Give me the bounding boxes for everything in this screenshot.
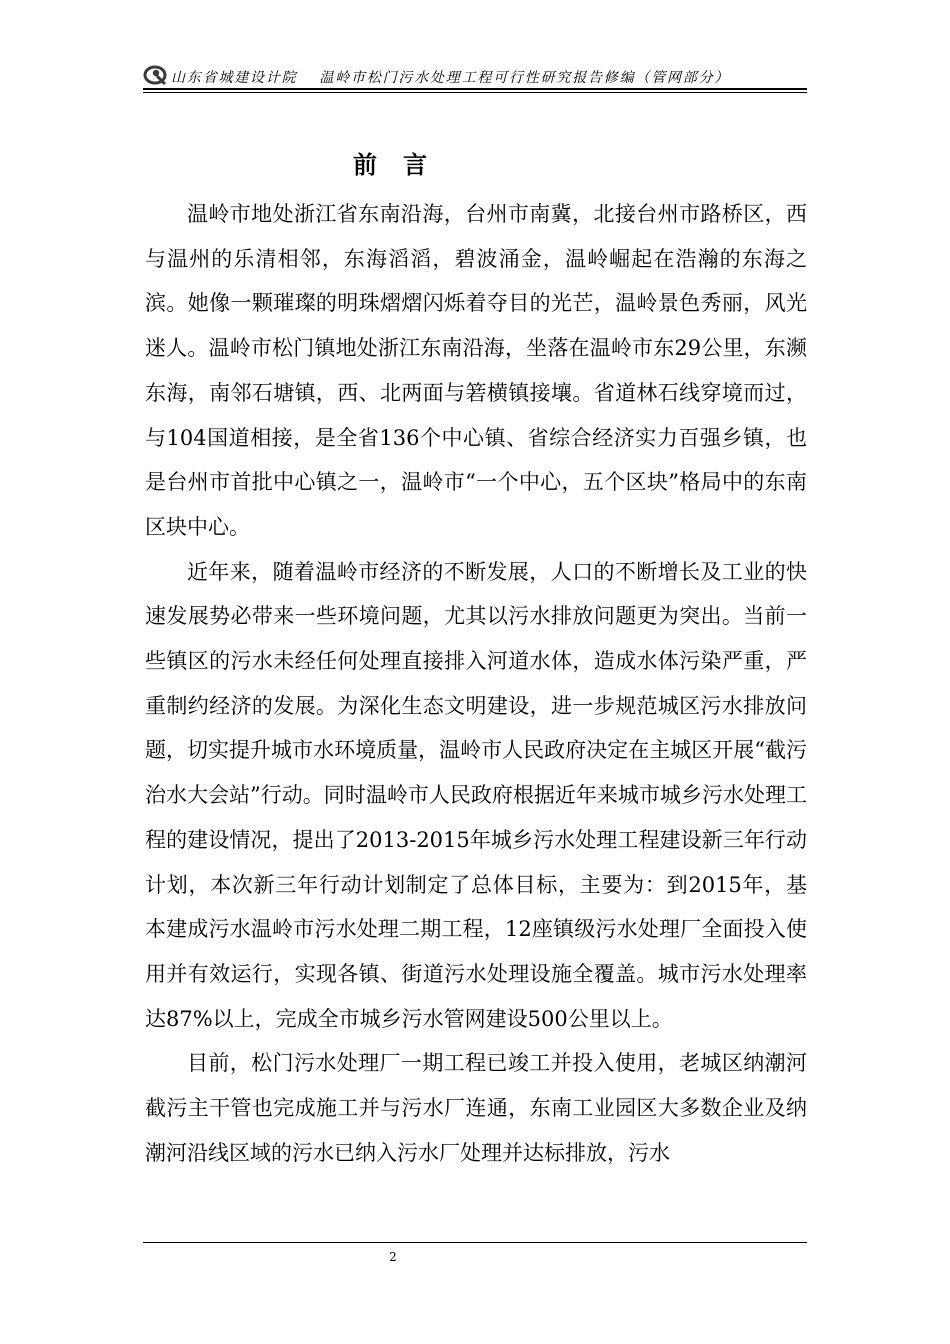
paragraph: 目前，松门污水处理厂一期工程已竣工并投入使用，老城区纳潮河截污主干管也完成施工并与污水厂连通，东南工业园区大多数企业及纳潮河沿线区域的污水已纳入污水厂处理并达标排放，污水 bbox=[145, 1051, 807, 1165]
page-number: 2 bbox=[389, 1250, 397, 1264]
header-rule-thin bbox=[143, 92, 807, 93]
header-text bbox=[171, 67, 730, 87]
page-header bbox=[143, 62, 807, 90]
header-org-name: 山东省城建设计院 bbox=[171, 70, 298, 86]
paragraph: 温岭市地处浙江省东南沿海，台州市南冀，北接台州市路桥区，西与温州的乐清相邻，东海滔滔，碧波涌金，温岭崛起在浩瀚的东海之滨。她像一颗璀璨的明珠熠熠闪烁着夺目的光芒，温岭景色秀丽，风光迷人。温岭市松门镇地处浙江东南沿海，坐落在温岭市东29公里，东濒东海，南邻石塘镇，西、北两面与箬横镇接壤。省道林石线穿境而过，与104国道相接，是全省136个中心镇、省综合经济实力百强乡镇，也是台州市首批中心镇之一，温岭市“一个中心，五个区块”格局中的东南区块中心。 bbox=[145, 202, 807, 539]
body-text bbox=[145, 192, 807, 1175]
header-document-title: 温岭市松门污水处理工程可行性研究报告修编（管网部分） bbox=[319, 70, 731, 86]
institute-logo-icon bbox=[143, 64, 171, 86]
footer-rule bbox=[143, 1242, 807, 1243]
page-title: 前言 bbox=[353, 151, 453, 179]
paragraph: 近年来，随着温岭市经济的不断发展，人口的不断增长及工业的快速发展势必带来一些环境问题，尤其以污水排放问题更为突出。当前一些镇区的污水未经任何处理直接排入河道水体，造成水体污染严重，严重制约经济的发展。为深化生态文明建设，进一步规范城区污水排放问题，切实提升城市水环境质量，温岭市人民政府决定在主城区开展“截污治水大会站”行动。同时温岭市人民政府根据近年来城市城乡污水处理工程的建设情况，提出了2013-2015年城乡污水处理工程建设新三年行动计划，本次新三年行动计划制定了总体目标，主要为：到2015年，基本建成污水温岭市污水处理二期工程，12座镇级污水处理厂全面投入使用并有效运行，实现各镇、街道污水处理设施全覆盖。城市污水处理率达87%以上，完成全市城乡污水管网建设500公里以上。 bbox=[145, 559, 807, 1031]
header-rule-thick bbox=[143, 88, 807, 90]
